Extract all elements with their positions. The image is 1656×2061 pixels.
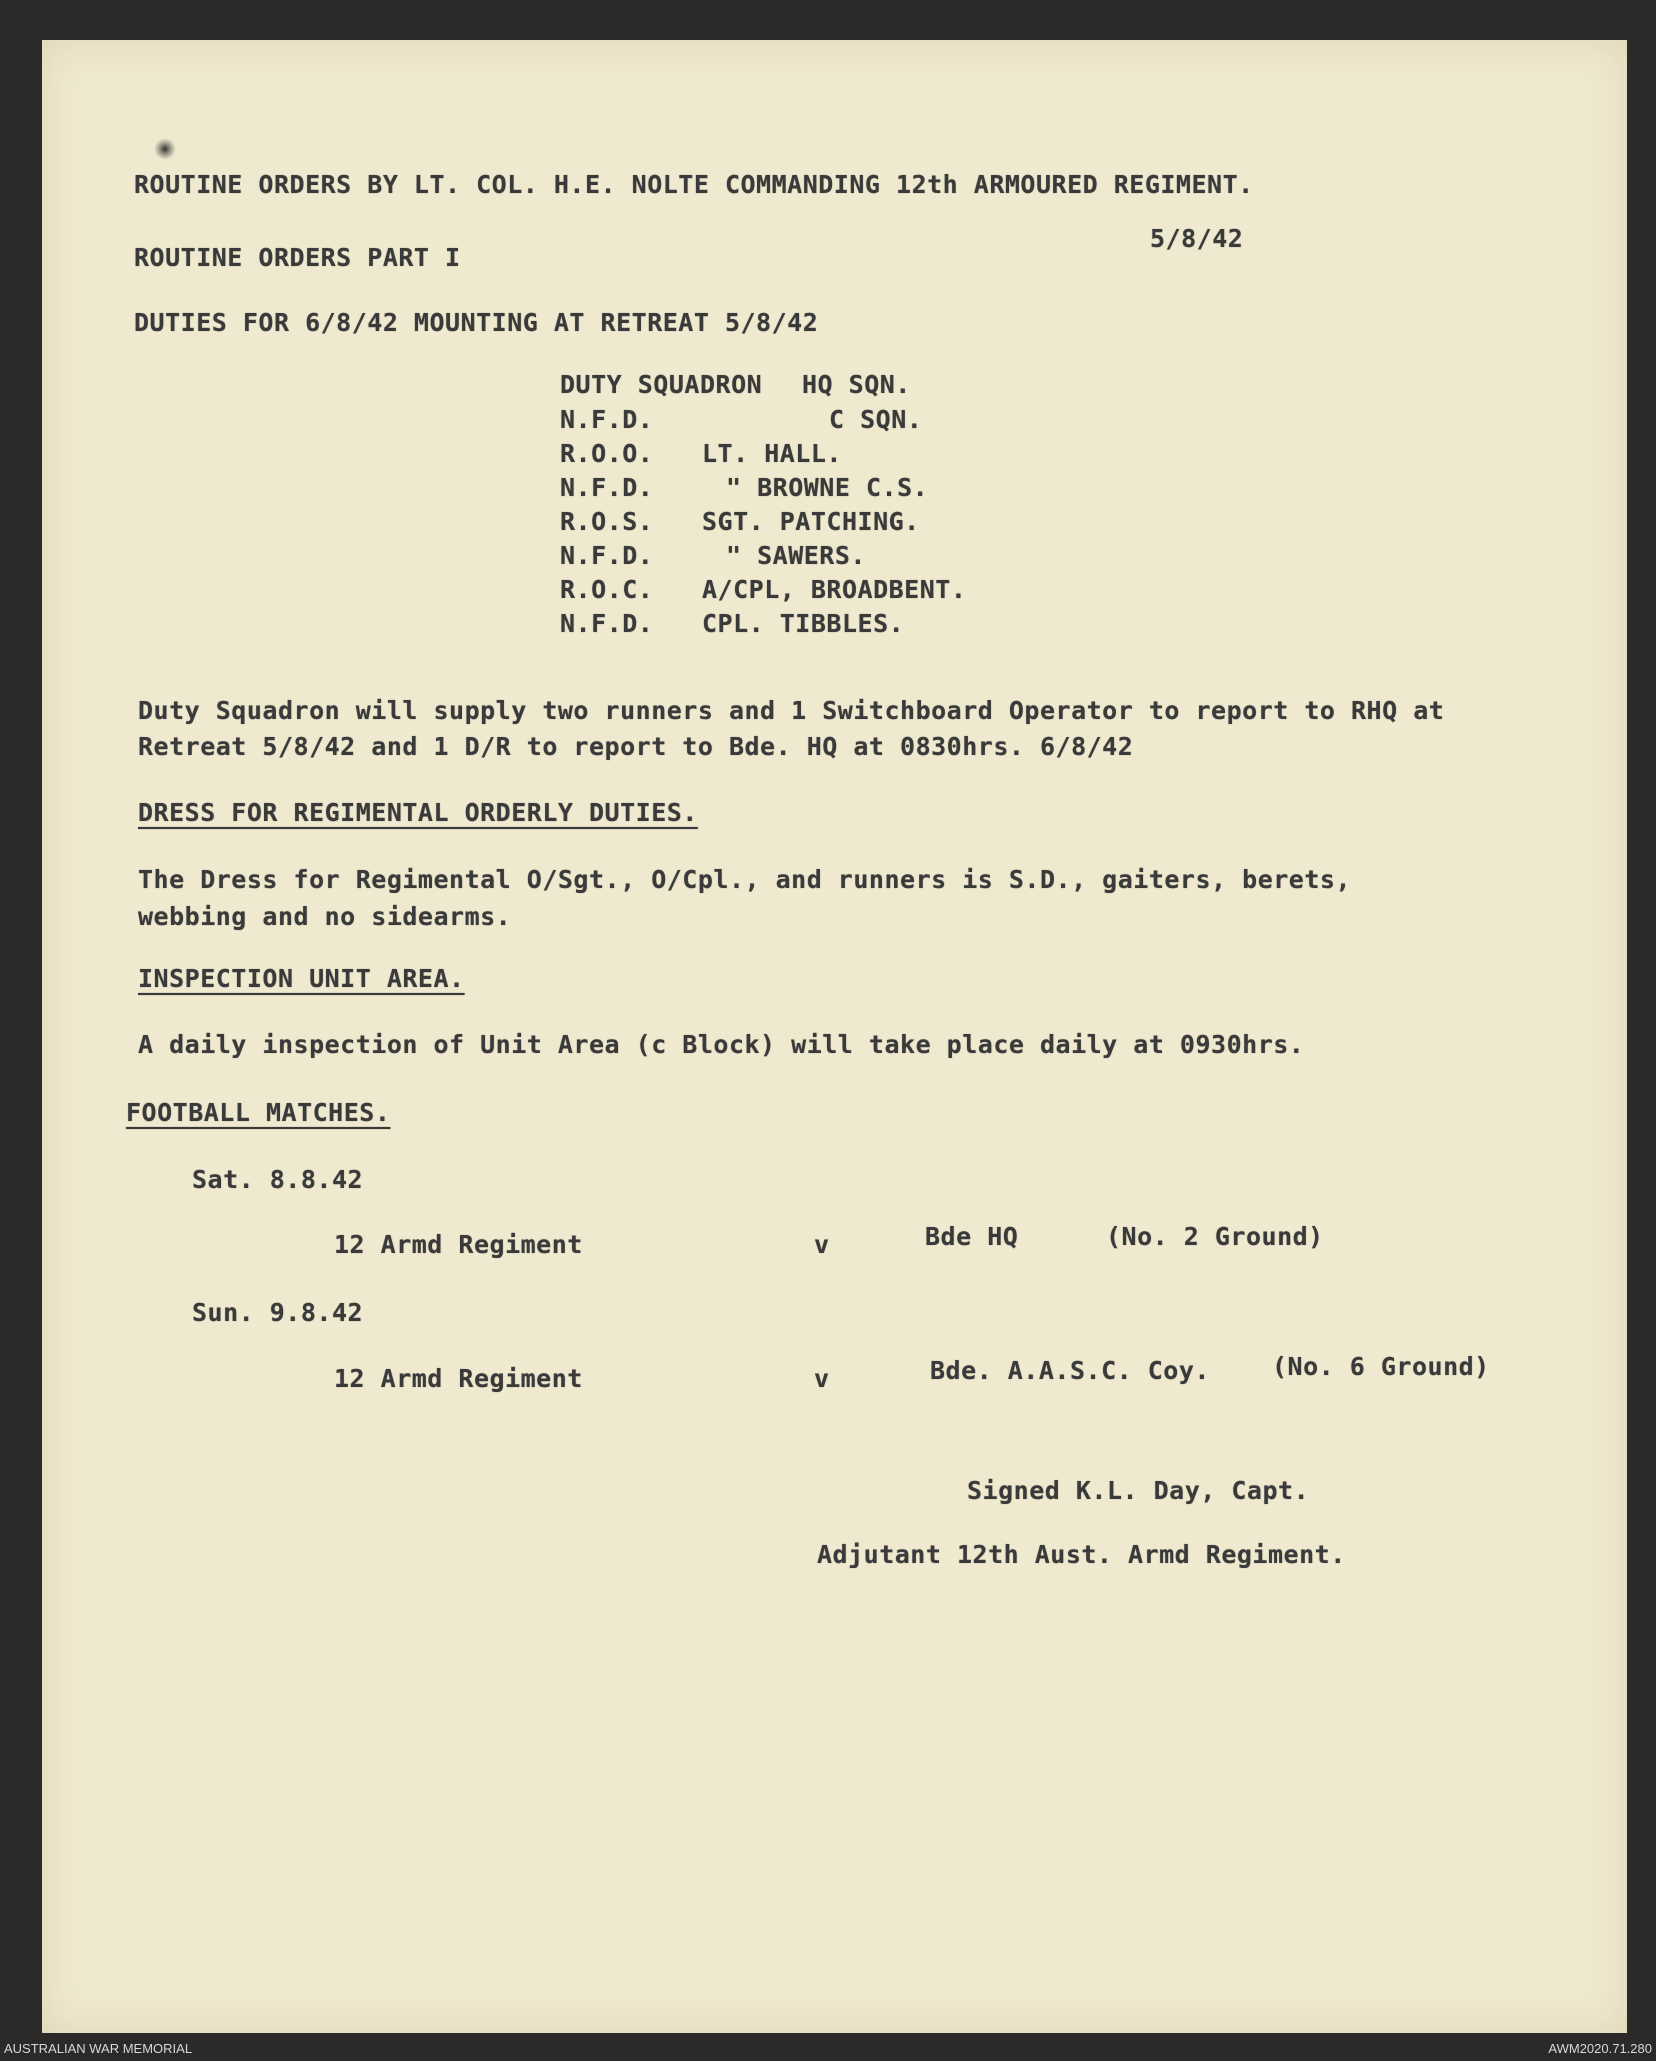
duty-role: N.F.D. bbox=[560, 541, 654, 570]
dress-paragraph-line: webbing and no sidearms. bbox=[138, 902, 512, 931]
adjutant-line: Adjutant 12th Aust. Armd Regiment. bbox=[817, 1540, 1346, 1569]
footer-left: AUSTRALIAN WAR MEMORIAL bbox=[4, 2041, 193, 2056]
match-date: Sun. 9.8.42 bbox=[192, 1298, 364, 1327]
document-page bbox=[42, 40, 1627, 2033]
duty-name: LT. HALL. bbox=[702, 439, 842, 468]
match-home: 12 Armd Regiment bbox=[334, 1230, 583, 1259]
duty-name: " SAWERS. bbox=[726, 541, 866, 570]
duty-paragraph-line: Retreat 5/8/42 and 1 D/R to report to Bde. HQ at 0830hrs. 6/8/42 bbox=[138, 732, 1134, 761]
document-title: ROUTINE ORDERS BY LT. COL. H.E. NOLTE COMMANDING 12th ARMOURED REGIMENT. bbox=[134, 170, 1254, 199]
match-vs: v bbox=[814, 1364, 830, 1393]
match-away: Bde. A.A.S.C. Coy. bbox=[930, 1356, 1210, 1385]
inspection-paragraph: A daily inspection of Unit Area (c Block) will take place daily at 0930hrs. bbox=[138, 1030, 1305, 1059]
duty-role: N.F.D. bbox=[560, 473, 654, 502]
orders-part: ROUTINE ORDERS PART I bbox=[134, 243, 461, 272]
duty-role: R.O.O. bbox=[560, 439, 654, 468]
ink-smudge bbox=[154, 138, 176, 160]
dress-heading: DRESS FOR REGIMENTAL ORDERLY DUTIES. bbox=[138, 798, 698, 827]
duty-role: N.F.D. bbox=[560, 609, 654, 638]
match-home: 12 Armd Regiment bbox=[334, 1364, 583, 1393]
duty-name: " BROWNE C.S. bbox=[726, 473, 929, 502]
duty-role: N.F.D. bbox=[560, 405, 654, 434]
inspection-heading: INSPECTION UNIT AREA. bbox=[138, 964, 465, 993]
match-away: Bde HQ bbox=[925, 1222, 1019, 1251]
duty-name: SGT. PATCHING. bbox=[702, 507, 920, 536]
duty-name: CPL. TIBBLES. bbox=[702, 609, 905, 638]
duty-role: DUTY SQUADRON bbox=[560, 370, 763, 399]
match-ground: (No. 2 Ground) bbox=[1106, 1222, 1324, 1251]
duty-name: A/CPL, BROADBENT. bbox=[702, 575, 967, 604]
duty-name: HQ SQN. bbox=[802, 370, 911, 399]
match-vs: v bbox=[814, 1230, 830, 1259]
signature-line: Signed K.L. Day, Capt. bbox=[967, 1476, 1310, 1505]
duty-name: C SQN. bbox=[829, 405, 923, 434]
duties-heading: DUTIES FOR 6/8/42 MOUNTING AT RETREAT 5/8/42 bbox=[134, 308, 819, 337]
duty-role: R.O.C. bbox=[560, 575, 654, 604]
document-date: 5/8/42 bbox=[1150, 224, 1244, 253]
match-date: Sat. 8.8.42 bbox=[192, 1165, 364, 1194]
match-ground: (No. 6 Ground) bbox=[1272, 1352, 1490, 1381]
football-heading: FOOTBALL MATCHES. bbox=[126, 1098, 391, 1127]
duty-paragraph-line: Duty Squadron will supply two runners and 1 Switchboard Operator to report to RHQ at bbox=[138, 696, 1445, 725]
dress-paragraph-line: The Dress for Regimental O/Sgt., O/Cpl., and runners is S.D., gaiters, berets, bbox=[138, 865, 1351, 894]
duty-role: R.O.S. bbox=[560, 507, 654, 536]
footer-right: AWM2020.71.280 bbox=[1548, 2041, 1652, 2056]
